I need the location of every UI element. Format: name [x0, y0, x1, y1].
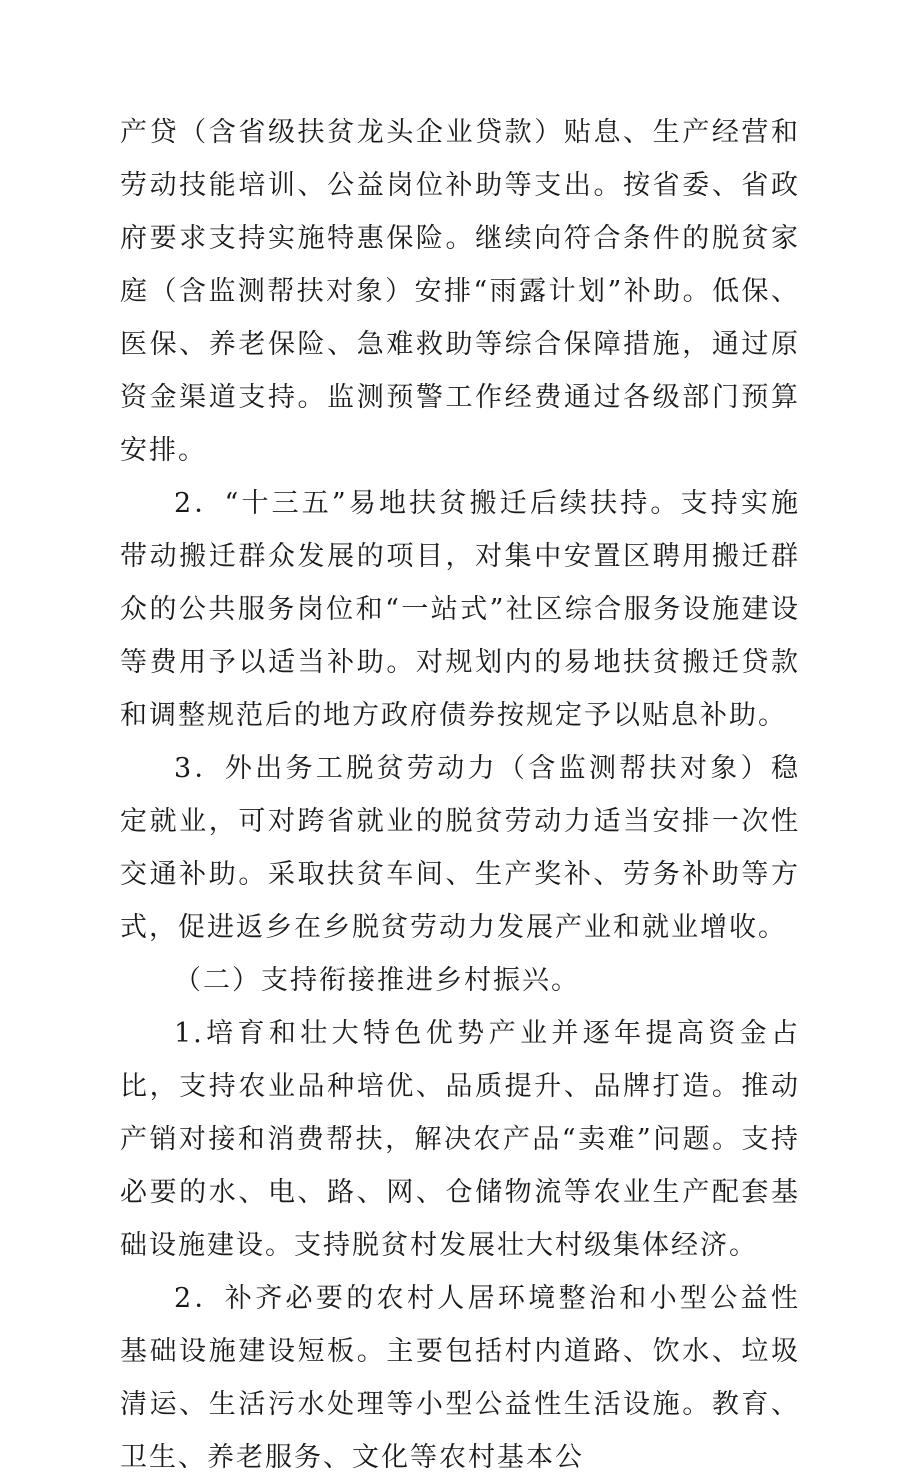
- paragraph-migrant-employment: 3．外出务工脱贫劳动力（含监测帮扶对象）稳定就业，可对跨省就业的脱贫劳动力适当安排一次性交通补助。采取扶贫车间、生产奖补、劳务补助等方式，促进返乡在乡脱贫劳动力发展产业和就业增收。: [120, 753, 800, 943]
- paragraph-infrastructure: 2．补齐必要的农村人居环境整治和小型公益性基础设施建设短板。主要包括村内道路、饮水、垃圾清运、生活污水处理等小型公益性生活设施。教育、卫生、养老服务、文化等农村基本公: [120, 1283, 800, 1473]
- document-body: [120, 106, 800, 1484]
- paragraph-industry-support: 1.培育和壮大特色优势产业并逐年提高资金占比，支持农业品种培优、品质提升、品牌打造。推动产销对接和消费帮扶，解决农产品“卖难”问题。支持必要的水、电、路、网、仓储物流等农业生产配套基础设施建设。支持脱贫村发展壮大村级集体经济。: [120, 1018, 800, 1261]
- section-heading-rural-revitalization: （二）支持衔接推进乡村振兴。: [174, 965, 580, 996]
- paragraph-relocation-support: 2．“十三五”易地扶贫搬迁后续扶持。支持实施带动搬迁群众发展的项目，对集中安置区聘用搬迁群众的公共服务岗位和“一站式”社区综合服务设施建设等费用予以适当补助。对规划内的易地扶贫搬迁贷款和调整规范后的地方政府债券按规定予以贴息补助。: [120, 488, 800, 731]
- paragraph-continuation: 产贷（含省级扶贫龙头企业贷款）贴息、生产经营和劳动技能培训、公益岗位补助等支出。按省委、省政府要求支持实施特惠保险。继续向符合条件的脱贫家庭（含监测帮扶对象）安排“雨露计划”补助。低保、医保、养老保险、急难救助等综合保障措施，通过原资金渠道支持。监测预警工作经费通过各级部门预算安排。: [120, 117, 800, 466]
